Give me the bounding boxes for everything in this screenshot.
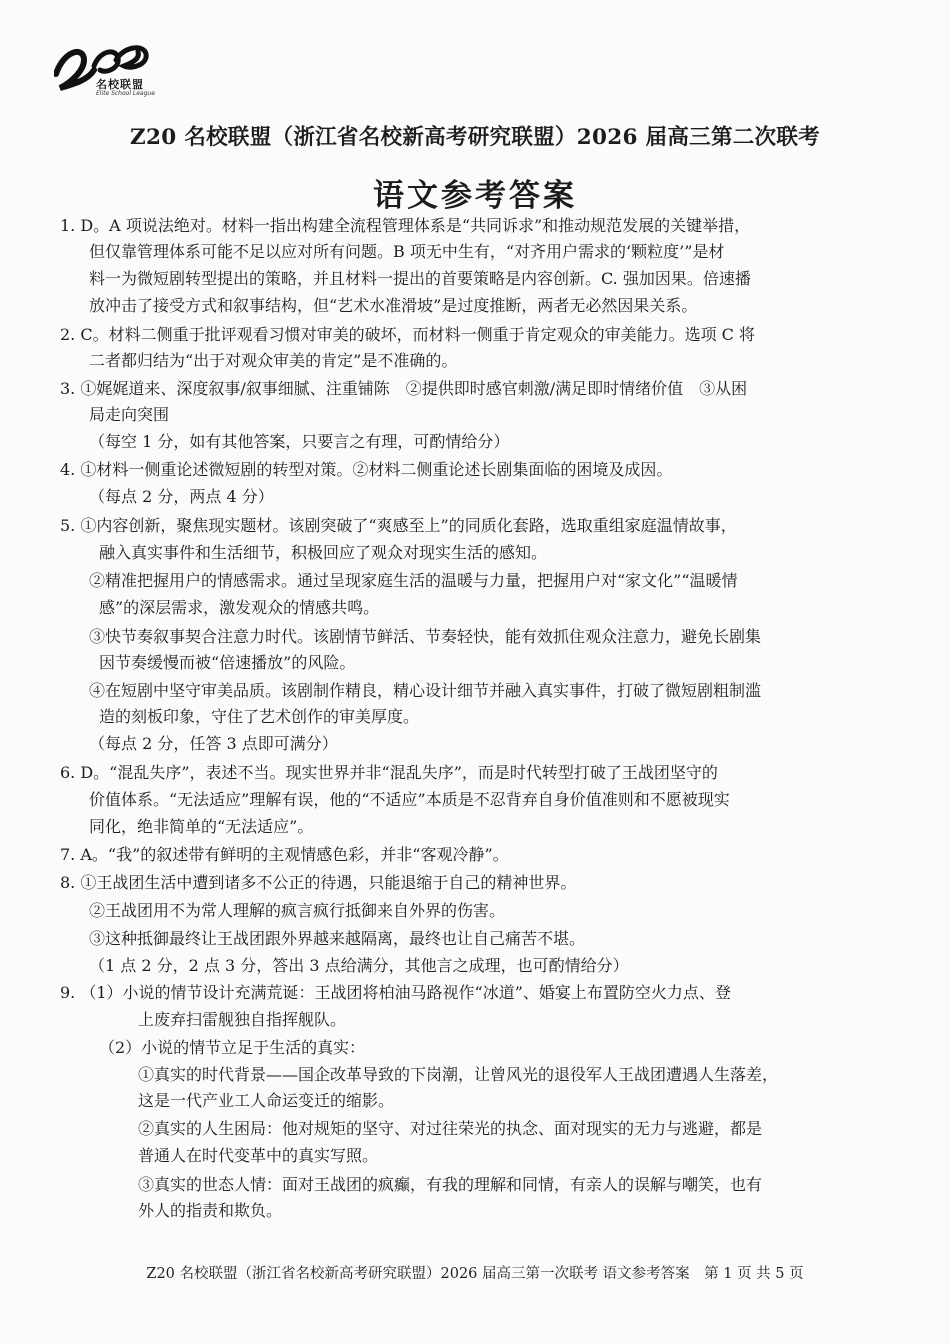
answer-line: 1. D。A 项说法绝对。材料一指出构建全流程管理体系是“共同诉求”和推动规范发展的关键举措，	[60, 216, 751, 235]
answer-line: 料一为微短剧转型提出的策略，并且材料一提出的首要策略是内容创新。C. 强加因果。倍速播	[89, 269, 751, 288]
answer-line: （每点 2 分，任答 3 点即可满分）	[89, 734, 338, 753]
answer-line: （1 点 2 分，2 点 3 分，答出 3 点给满分，其他言之成理，也可酌情给分）	[89, 956, 629, 975]
answer-line: （2）小说的情节立足于生活的真实：	[99, 1038, 366, 1057]
logo	[54, 40, 174, 96]
answer-line: 因节奏缓慢而被“倍速播放”的风险。	[99, 653, 356, 672]
answer-line: 放冲击了接受方式和叙事结构，但“艺术水准滑坡”是过度推断，两者无必然因果关系。	[89, 296, 698, 315]
logo-brand-text: 名校联盟	[96, 78, 144, 91]
answer-line: 8. ①王战团生活中遭到诸多不公正的待遇，只能退缩于自己的精神世界。	[60, 873, 577, 892]
page-footer: Z20 名校联盟（浙江省名校新高考研究联盟）2026 届高三第一次联考 语文参考答案 第 1 页 共 5 页	[146, 1266, 804, 1282]
answer-line: 造的刻板印象，守住了艺术创作的审美厚度。	[99, 707, 420, 726]
answer-line: ②精准把握用户的情感需求。通过呈现家庭生活的温暖与力量，把握用户对“家文化”“温暖情	[89, 571, 738, 590]
answer-line: 外人的指责和欺负。	[138, 1201, 283, 1220]
answer-line: 3. ①娓娓道来、深度叙事/叙事细腻、注重铺陈 ②提供即时感官刺激/满足即时情绪价值 ③从困	[60, 379, 748, 398]
answer-line: 7. A。“我”的叙述带有鲜明的主观情感色彩，并非“客观冷静”。	[60, 845, 509, 864]
exam-headline: Z20 名校联盟（浙江省名校新高考研究联盟）2026 届高三第二次联考	[130, 125, 820, 150]
answer-line: （每空 1 分，如有其他答案，只要言之有理，可酌情给分）	[89, 432, 510, 451]
answer-line: （每点 2 分，两点 4 分）	[89, 487, 274, 506]
page-title: 语文参考答案	[373, 178, 577, 214]
answer-line: ③这种抵御最终让王战团跟外界越来越隔离，最终也让自己痛苦不堪。	[89, 929, 586, 948]
answer-line: 9. （1）小说的情节设计充满荒诞：王战团将柏油马路视作“冰道”、婚宴上布置防空火力点、登	[60, 983, 731, 1002]
answer-line: 价值体系。“无法适应”理解有误，他的“不适应”本质是不忍背弃自身价值准则和不愿被现实	[89, 790, 730, 809]
answer-line: 5. ①内容创新，聚焦现实题材。该剧突破了“爽感至上”的同质化套路，选取重组家庭温情故事，	[60, 516, 737, 535]
answer-line: ③快节奏叙事契合注意力时代。该剧情节鲜活、节奏轻快，能有效抓住观众注意力，避免长剧集	[89, 627, 762, 646]
answer-line: 普通人在时代变革中的真实写照。	[138, 1146, 379, 1165]
answer-line: ②王战团用不为常人理解的疯言疯行抵御来自外界的伤害。	[89, 901, 506, 920]
answer-line: ③真实的世态人情：面对王战团的疯癫，有我的理解和同情，有亲人的误解与嘲笑，也有	[138, 1175, 763, 1194]
answer-line: 6. D。“混乱失序”，表述不当。现实世界并非“混乱失序”，而是时代转型打破了王战团坚守的	[60, 763, 718, 782]
answer-line: 这是一代产业工人命运变迁的缩影。	[138, 1091, 395, 1110]
answer-line: 4. ①材料一侧重论述微短剧的转型对策。②材料二侧重论述长剧集面临的困境及成因。	[60, 460, 673, 479]
answer-line: 感”的深层需求，激发观众的情感共鸣。	[99, 598, 380, 617]
answer-line: 但仅靠管理体系可能不足以应对所有问题。B 项无中生有，“对齐用户需求的‘颗粒度’”是材	[89, 242, 725, 261]
answer-line: ②真实的人生困局：他对规矩的坚守、对过往荣光的执念、面对现实的无力与逃避，都是	[138, 1119, 763, 1138]
answer-line: ①真实的时代背景——国企改革导致的下岗潮，让曾风光的退役军人王战团遭遇人生落差，	[138, 1065, 779, 1084]
answer-line: 二者都归结为“出于对观众审美的肯定”是不准确的。	[89, 351, 458, 370]
answer-line: 局走向突围	[89, 405, 170, 424]
answer-line: 同化，绝非简单的“无法适应”。	[89, 817, 314, 836]
answer-line: 上废弃扫雷舰独自指挥舰队。	[138, 1010, 347, 1029]
answer-line: ④在短剧中坚守审美品质。该剧制作精良，精心设计细节并融入真实事件，打破了微短剧粗制滥	[89, 681, 762, 700]
logo-subtitle: Elite School League	[96, 90, 155, 97]
answer-line: 融入真实事件和生活细节，积极回应了观众对现实生活的感知。	[99, 543, 548, 562]
answer-line: 2. C。材料二侧重于批评观看习惯对审美的破坏，而材料一侧重于肯定观众的审美能力。选项 C 将	[60, 325, 756, 344]
